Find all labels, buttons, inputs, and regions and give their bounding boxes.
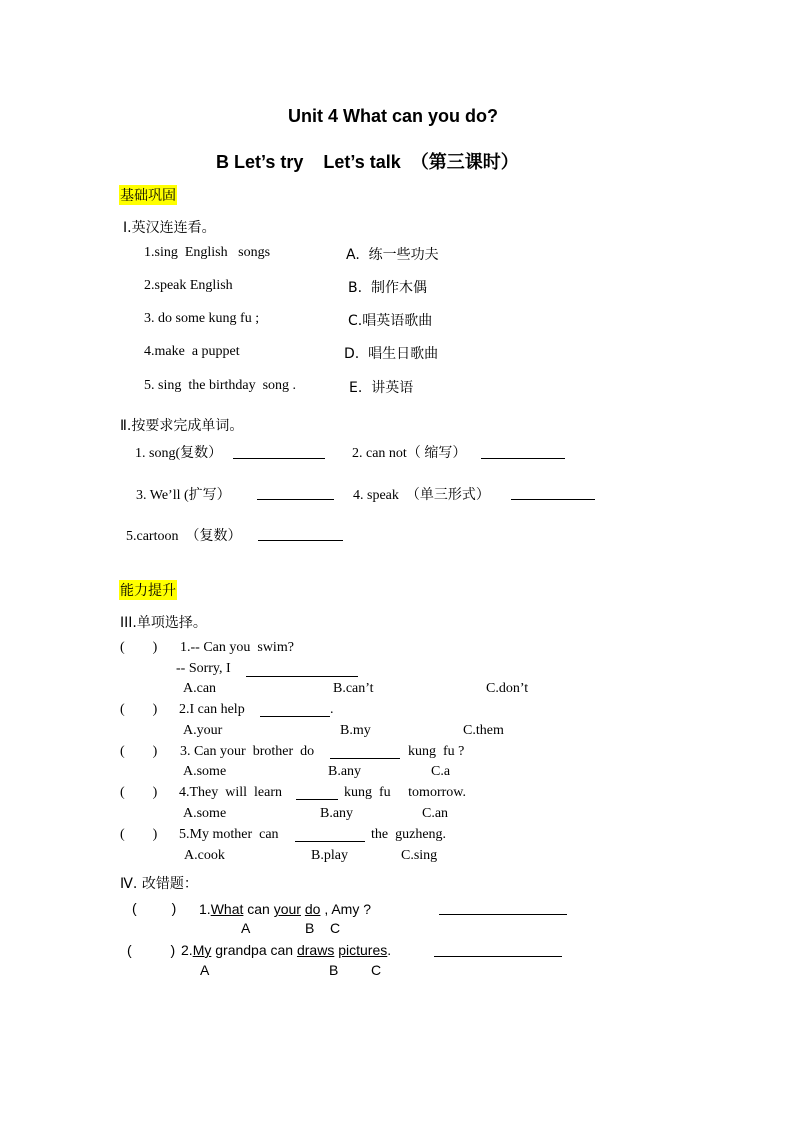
answer-blank[interactable] [257,499,334,500]
error-word-a: My [192,942,212,958]
error-label-c: C [371,962,382,978]
answer-paren[interactable]: ( ) [132,900,177,916]
part3-heading: III.单项选择。 [120,615,207,631]
page-subtitle: B Let’s try Let’s talk （第三课时） [216,152,519,172]
section-basic-label: 基础巩固 [119,185,177,205]
answer-paren[interactable]: ( ) [120,640,158,655]
option-a: A.can [183,681,217,696]
question-end: the guzheng. [371,827,447,842]
error-label-a: A [241,920,251,936]
error-word-b: draws [296,942,335,958]
word-task-item: 1. song(复数） [135,446,223,461]
match-left-item: 4.make a puppet [144,344,240,359]
error-word-b: your [273,901,301,917]
option-b: B.play [311,848,348,863]
option-b: B.any [320,806,354,821]
part4-heading: Ⅳ. 改错题： [120,876,198,892]
error-word-c: do [304,901,321,917]
error-label-b: B [329,962,339,978]
error-word-c: pictures [338,942,388,958]
question-text: 2.I can help [179,702,245,717]
question-end: kung fu ? [408,744,465,759]
match-right-item: E. 讲英语 [349,380,414,396]
answer-blank[interactable] [260,716,330,717]
section-advanced-label: 能力提升 [119,580,177,600]
error-label-c: C [330,920,341,936]
answer-blank[interactable] [439,914,567,915]
word-task-item: 5.cartoon （复数） [126,529,242,544]
word-task-item: 2. can not（ 缩写） [352,446,467,461]
question-end: . [330,702,334,717]
answer-paren[interactable]: ( ) [120,785,158,800]
question-text: 5.My mother can [179,827,279,842]
match-left-item: 5. sing the birthday song . [144,378,297,393]
answer-blank[interactable] [330,758,400,759]
option-a: A.some [183,764,227,779]
error-word-a: What [210,901,244,917]
answer-paren[interactable]: ( ) [120,702,158,717]
answer-paren[interactable]: ( ) [120,827,158,842]
match-right-item: D. 唱生日歌曲 [344,346,439,362]
option-c: C.don’t [486,681,529,696]
option-b: B.can’t [333,681,374,696]
answer-blank[interactable] [233,458,325,459]
part1-heading: Ⅰ.英汉连连看。 [123,220,216,236]
match-left-item: 1.sing English songs [144,245,271,260]
question-end: kung fu tomorrow. [344,785,466,800]
part2-heading: Ⅱ.按要求完成单词。 [120,418,244,434]
option-c: C.sing [401,848,438,863]
match-left-item: 3. do some kung fu ; [144,311,260,326]
answer-blank[interactable] [258,540,343,541]
match-right-item: A. 练一些功夫 [346,247,439,263]
option-c: C.a [431,764,451,779]
option-a: A.your [183,723,223,738]
match-right-item: B. 制作木偶 [348,280,427,296]
option-b: B.my [340,723,371,738]
answer-blank[interactable] [295,841,365,842]
match-left-item: 2.speak English [144,278,233,293]
word-task-item: 3. We’ll (扩写） [136,488,231,503]
answer-paren[interactable]: ( ) [127,942,176,958]
error-label-a: A [200,962,210,978]
page-title: Unit 4 What can you do? [288,106,498,126]
question-text: 1.-- Can you swim? [180,640,294,655]
answer-paren[interactable]: ( ) [120,744,158,759]
question-text: -- Sorry, I [176,661,231,676]
question-text: 4.They will learn [179,785,283,800]
answer-blank[interactable] [246,676,358,677]
correction-sentence: 1.What can your do , Amy ? [199,901,372,917]
option-a: A.some [183,806,227,821]
answer-blank[interactable] [296,799,338,800]
question-text: 3. Can your brother do [180,744,315,759]
option-b: B.any [328,764,362,779]
answer-blank[interactable] [511,499,595,500]
option-c: C.an [422,806,449,821]
word-task-item: 4. speak （单三形式） [353,488,490,503]
error-label-b: B [305,920,315,936]
match-right-item: C.唱英语歌曲 [348,313,433,329]
answer-blank[interactable] [481,458,565,459]
correction-sentence: 2.My grandpa can draws pictures. [181,942,392,958]
option-c: C.them [463,723,504,738]
option-a: A.cook [184,848,225,863]
answer-blank[interactable] [434,956,562,957]
